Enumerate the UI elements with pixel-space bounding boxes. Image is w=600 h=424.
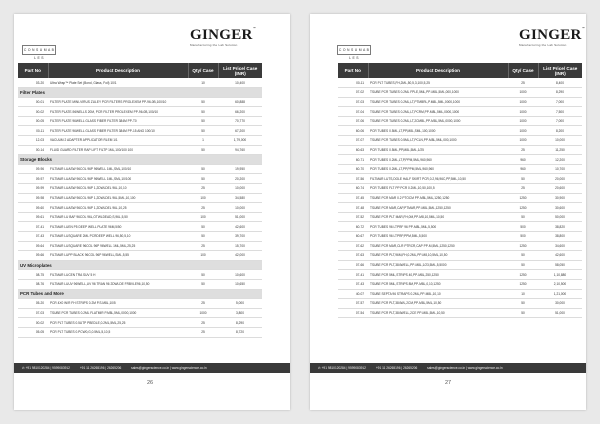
- qty-cell: 25: [188, 241, 218, 251]
- table-row: [338, 289, 582, 299]
- part-no-cell: 09-64: [18, 241, 48, 251]
- part-no-cell: 07-03: [338, 97, 368, 107]
- table-row: [338, 251, 582, 261]
- qty-cell: 1000: [508, 97, 538, 107]
- category-row: [18, 155, 262, 165]
- price-cell: 1,21,000: [538, 289, 582, 299]
- brand-logo: [190, 26, 256, 47]
- qty-cell: 50: [188, 97, 218, 107]
- price-cell: 2,10,500: [538, 279, 582, 289]
- table-row: [18, 78, 262, 88]
- page-number: 27: [445, 380, 452, 386]
- price-cell: 60,888: [218, 97, 262, 107]
- description-cell: PCR TUBES 0.2ML,LT,PP,PPM,5ML,960,960: [368, 164, 508, 174]
- qty-cell: 50: [508, 212, 538, 222]
- part-no-cell: 07-43: [18, 232, 48, 242]
- table-row: [18, 107, 262, 117]
- part-no-cell: 07-54: [338, 308, 368, 318]
- footer-phone: +91 9810120284 | 9599083912: [25, 366, 70, 370]
- part-no-cell: 07-66: [338, 260, 368, 270]
- qty-cell: 10: [508, 289, 538, 299]
- qty-cell: 500: [508, 222, 538, 232]
- footer-email: sales@gingerscience.co.in | www.gingerscience.co.in: [427, 366, 503, 370]
- description-cell: FILTMAR LUEN P5 DEEP WELL PLATE 96M,5/50: [48, 222, 188, 232]
- category-row: [18, 260, 262, 270]
- part-no-cell: 07-43: [338, 279, 368, 289]
- part-no-cell: 00-11: [338, 78, 368, 88]
- part-no-cell: 07-56: [338, 174, 368, 184]
- description-cell: TSUBE PCR 5ML,STRIPS 8M,PP-M8L,0,10,1250: [368, 279, 508, 289]
- qty-cell: 1000: [508, 88, 538, 98]
- qty-cell: 1250: [508, 241, 538, 251]
- description-cell: FILTMAR LUPP BLACK 96COL 96P 96WELL,SML,5,55: [48, 251, 188, 261]
- table-row: [338, 241, 582, 251]
- brand-tagline: Manufacturing the Lab Solution: [190, 43, 238, 47]
- qty-cell: 25: [508, 78, 538, 88]
- footer-phone: +91 9810120284 | 9599083912: [321, 366, 366, 370]
- price-cell: 10,700: [538, 164, 582, 174]
- part-no-cell: 07-06: [338, 116, 368, 126]
- qty-cell: 1250: [508, 193, 538, 203]
- part-no-cell: 07-41: [18, 222, 48, 232]
- qty-cell: 1250: [508, 270, 538, 280]
- part-no-cell: 09-96: [18, 164, 48, 174]
- description-cell: PCR TUBES 96 LTPRF 96 PP-M8L,5ML,5,500: [368, 222, 508, 232]
- table-row: [18, 136, 262, 146]
- description-cell: FILTMAR LUTS,DOLE HALF SKIRT PCR,0.2,96,96C,PP,5ML,10,50: [368, 174, 508, 184]
- price-cell: 11,250: [538, 145, 582, 155]
- part-no-cell: 07-63: [338, 251, 368, 261]
- description-cell: TSUBE PCR PLT,384WELL,2CE PP-M8L,5ML,10,50: [368, 308, 508, 318]
- part-no-cell: 09-60: [18, 203, 48, 213]
- part-no-cell: 60-67: [338, 232, 368, 242]
- header-price: List Price/ Case (INR): [218, 63, 262, 78]
- qty-cell: 50: [188, 164, 218, 174]
- price-cell: 20,600: [538, 184, 582, 194]
- brand-name: GINGER: [190, 27, 253, 43]
- qty-cell: 50: [508, 260, 538, 270]
- description-cell: TSUBE PCR TUBES 0.5ML,LT,PCLN,PP-M8L,5ML,000,1000: [368, 136, 508, 146]
- table-row: [338, 126, 582, 136]
- description-cell: FILTER PLATE MINI-VIRUS ZULEY PCR FILTERS PROLEXEM PP-96-0B,100/10: [48, 97, 188, 107]
- qty-cell: 50: [188, 270, 218, 280]
- part-no-cell: 07-52: [338, 212, 368, 222]
- description-cell: TSUBE PCR TUBES 0.2ML FLATMIR P.M8L,5ML,0000,1000: [48, 308, 188, 318]
- qty-cell: 50: [188, 126, 218, 136]
- price-cell: 58,050: [538, 260, 582, 270]
- price-cell: 20,200: [218, 174, 262, 184]
- description-cell: TSUBE PCR PLT,384WL,2CM,PP-M8L,5ML,10,50: [368, 299, 508, 309]
- table-row: [18, 174, 262, 184]
- qty-cell: 50: [508, 299, 538, 309]
- qty-cell: 50: [188, 116, 218, 126]
- description-cell: FILTMAR LU BAF 96COL 96L,OTWLDEAD,S,96L,5,50: [48, 212, 188, 222]
- part-no-cell: 07-03: [18, 308, 48, 318]
- description-cell: FILTMAR LUSQUARE 2ML PCRDEEP WELL 96,50,5,10: [48, 232, 188, 242]
- brand-tagline: Manufacturing the Lab Solution: [519, 43, 567, 47]
- product-table-body: [18, 78, 262, 337]
- part-no-cell: 07-41: [338, 270, 368, 280]
- qty-cell: 1250: [508, 203, 538, 213]
- table-row: [338, 279, 582, 289]
- qty-cell: 25: [188, 318, 218, 328]
- part-no-cell: 40-07: [338, 289, 368, 299]
- description-cell: FILTMAR LUSQUARE 96COL 96P 96WELL 1ML,5ML,25,25: [48, 241, 188, 251]
- table-row: [338, 97, 582, 107]
- table-row: [18, 222, 262, 232]
- part-no-cell: 60-06: [338, 126, 368, 136]
- table-row: [338, 116, 582, 126]
- price-cell: 38,800: [538, 232, 582, 242]
- table-row: [338, 203, 582, 213]
- price-cell: 30,600: [538, 203, 582, 213]
- part-no-cell: 07-57: [338, 299, 368, 309]
- table-row: [18, 232, 262, 242]
- header-price: List Price/ Case (INR): [538, 63, 582, 78]
- qty-cell: 25: [188, 299, 218, 309]
- price-cell: 10,600: [218, 270, 262, 280]
- qty-cell: 1000: [508, 136, 538, 146]
- description-cell: PCR PLT TUBES 0.5UTP PBEDLE,0.2ML,5ML,25,25: [48, 318, 188, 328]
- page-header: [310, 14, 586, 66]
- description-cell: Ultra Wrap™ Plate Set (Bond, Glass, Foil) 10/1: [48, 78, 188, 88]
- footer-email: sales@gingerscience.co.in | www.gingerscience.co.in: [131, 366, 207, 370]
- category-label: UV Microplates: [18, 260, 262, 270]
- table-row: [18, 193, 262, 203]
- price-cell: 10,650: [218, 279, 262, 289]
- qty-cell: 1000: [508, 107, 538, 117]
- description-cell: FILTMAR LUUV 96WELL,UV 96 TRAN 96 2DWLDE FRBVLE96,10,50: [48, 279, 188, 289]
- price-cell: 30,900: [538, 193, 582, 203]
- price-cell: 12,200: [538, 155, 582, 165]
- price-cell: 10,000: [218, 203, 262, 213]
- price-cell: 5,000: [218, 299, 262, 309]
- price-cell: 7,500: [538, 107, 582, 117]
- table-row: [338, 222, 582, 232]
- qty-cell: 1250: [508, 279, 538, 289]
- table-row: [338, 193, 582, 203]
- qty-cell: 10: [188, 78, 218, 88]
- qty-cell: 25: [188, 327, 218, 337]
- description-cell: FILTER PLATE 96WELL GLASS FIBER FILTER 384M PP-T0: [48, 116, 188, 126]
- section-tag: C O N S U M A B L E S: [337, 45, 371, 55]
- qty-cell: 1000: [508, 116, 538, 126]
- description-cell: TSUBE PCR PLT,384WELL,PP-M8L,1/23,5ML,5,5000: [368, 260, 508, 270]
- qty-cell: 50: [188, 174, 218, 184]
- part-no-cell: 00-02: [18, 318, 48, 328]
- price-cell: 7,000: [538, 97, 582, 107]
- part-no-cell: 07-04: [338, 107, 368, 117]
- qty-cell: 50: [188, 107, 218, 117]
- description-cell: TSUBE PCR TUBES 0.2ML,LT,2CMBL,PP-M8L,5ML,0000,1000: [368, 116, 508, 126]
- table-row: [338, 299, 582, 309]
- description-cell: PCR 4X0 W/R FH STRIPS 0.2M P.S.M8L,10/5: [48, 299, 188, 309]
- table-row: [338, 308, 582, 318]
- table-row: [338, 155, 582, 165]
- description-cell: TSUBE PCR MAR 0.2 PTOCM PP-M8L,5ML,1250,1250: [368, 193, 508, 203]
- price-cell: 8,200: [538, 126, 582, 136]
- price-cell: 20,000: [538, 174, 582, 184]
- part-no-cell: 00-05: [18, 116, 48, 126]
- table-row: [18, 241, 262, 251]
- part-no-cell: 12-03: [18, 136, 48, 146]
- part-no-cell: 09-97: [18, 174, 48, 184]
- description-cell: TSUBE PCR MAR,CLR PTRCR,CAP PP-M,5ML,1250,1250: [368, 241, 508, 251]
- qty-cell: 1000: [508, 126, 538, 136]
- price-cell: 8,290: [218, 318, 262, 328]
- part-no-cell: 60-72: [338, 222, 368, 232]
- table-row: [18, 327, 262, 337]
- part-no-cell: 05-05: [18, 327, 48, 337]
- catalog-page-right: [310, 14, 586, 410]
- part-no-cell: 07-48: [338, 203, 368, 213]
- price-cell: 39,700: [218, 232, 262, 242]
- part-no-cell: 00-02: [18, 107, 48, 117]
- description-cell: VACUUM 2 ADAPTER APPLICATOR RLEM 1/1: [48, 136, 188, 146]
- qty-cell: 50: [508, 251, 538, 261]
- description-cell: PCR TUBES 0.5ML,LT,PP,M8L,SML,100,1000: [368, 126, 508, 136]
- part-no-cell: 05-20: [18, 299, 48, 309]
- description-cell: PCR PLT TUBES,FH,2ML,50,5,3,100,5,25: [368, 78, 508, 88]
- table-row: [338, 270, 582, 280]
- part-no-cell: 00-14: [18, 145, 48, 155]
- table-row: [18, 164, 262, 174]
- header-part-no: Part No: [18, 63, 48, 78]
- qty-cell: 50: [188, 232, 218, 242]
- price-cell: 34,600: [538, 241, 582, 251]
- description-cell: TSUBE PCR PLT,96M,FH,0.2ML,PP-M8,10,5ML,10,50: [368, 251, 508, 261]
- description-cell: FILTMAR LUASW 96COL 96P 96WELL 1ML,SML,100/10: [48, 164, 188, 174]
- price-cell: 51,000: [538, 308, 582, 318]
- qty-cell: 50: [508, 174, 538, 184]
- price-cell: 3,800: [218, 308, 262, 318]
- description-cell: TSUBE PCR TUBES 0.2ML,LT,PCRM,PP-M8L,5ML,0000,1000: [368, 107, 508, 117]
- table-row: [18, 318, 262, 328]
- description-cell: FILTMAR LUCEN TRA SUV 5 H: [48, 270, 188, 280]
- table-row: [18, 270, 262, 280]
- price-cell: 66,200: [218, 107, 262, 117]
- qty-cell: 25: [188, 184, 218, 194]
- page-footer: [14, 363, 290, 373]
- table-row: [338, 78, 582, 88]
- table-row: [18, 308, 262, 318]
- price-cell: 67,200: [218, 126, 262, 136]
- description-cell: TSUBE PCR 5ML,STRIPS 40,PP-M8L,250,1250: [368, 270, 508, 280]
- price-cell: 15,700: [218, 241, 262, 251]
- part-no-cell: 07-02: [338, 88, 368, 98]
- part-no-cell: 07-07: [338, 136, 368, 146]
- part-no-cell: 09-66: [18, 251, 48, 261]
- description-cell: PCR TUBES 96 LTPRP,PPM,5ML,5,500: [368, 232, 508, 242]
- trademark-icon: ™: [252, 26, 256, 30]
- qty-cell: 50: [188, 222, 218, 232]
- part-no-cell: 60-71: [338, 155, 368, 165]
- part-no-cell: 09-98: [18, 193, 48, 203]
- description-cell: FILTMAR LUASW 96COL 96P 1,2DWLDEL 96L,5ML,10,100: [48, 193, 188, 203]
- description-cell: PCR TUBES 0.5ML,PP,M8L,5ML,1/25: [368, 145, 508, 155]
- table-row: [18, 279, 262, 289]
- description-cell: FLUID GUARD FILTER RAP LIFT FILTP 1ML,100/100 100: [48, 145, 188, 155]
- description-cell: PCR PLT TUBES 0.PCW0,G,0.5ML,5,10,5: [48, 327, 188, 337]
- table-row: [338, 145, 582, 155]
- header-qty: Qty/ Case: [188, 63, 218, 78]
- qty-cell: 25: [508, 145, 538, 155]
- header-part-no: Part No: [338, 63, 368, 78]
- price-cell: 8,400: [538, 78, 582, 88]
- description-cell: TSUBE PCR TUBES 0.2ML,LT,PTMBRL,P.M8L,5ML,0000,1000: [368, 97, 508, 107]
- table-row: [338, 88, 582, 98]
- qty-cell: 1000: [188, 308, 218, 318]
- table-row: [338, 260, 582, 270]
- qty-cell: 50: [188, 145, 218, 155]
- description-cell: PCR TUBES 0.2ML,LT,P,PPM,5ML,960,960: [368, 155, 508, 165]
- part-no-cell: 60-70: [338, 164, 368, 174]
- price-cell: 34,580: [218, 193, 262, 203]
- table-row: [18, 212, 262, 222]
- product-table: [338, 63, 582, 318]
- qty-cell: 100: [188, 193, 218, 203]
- brand-logo: [519, 26, 585, 47]
- part-no-cell: 08-76: [18, 279, 48, 289]
- table-row: [18, 251, 262, 261]
- description-cell: TSUBE PCR TUBES 0.2ML FPLE,5ML,PP-M8L,5ML,000,1000: [368, 88, 508, 98]
- price-cell: 10,400: [218, 78, 262, 88]
- description-cell: FILTMAR LUASW 96COL 96P 96WELL 1ML,SML,10/100: [48, 174, 188, 184]
- description-cell: TSUBE PCR MAR,CAP,PTMAR,PP-M8L,5ML,1250,1250: [368, 203, 508, 213]
- phone-icon: ✆: [318, 366, 321, 370]
- description-cell: PCR TUBES FLT PP PCR 0.2ML,10,50,100,5: [368, 184, 508, 194]
- qty-cell: 50: [188, 279, 218, 289]
- price-cell: 42,600: [538, 251, 582, 261]
- price-cell: 51,000: [218, 212, 262, 222]
- price-cell: 1,10,880: [538, 270, 582, 280]
- price-cell: 7,000: [538, 116, 582, 126]
- table-row: [18, 203, 262, 213]
- price-cell: 70,770: [218, 116, 262, 126]
- footer-phone-2: +91 11 26265196 | 26265206: [375, 366, 418, 370]
- table-row: [338, 164, 582, 174]
- category-label: Filter Plates: [18, 88, 262, 98]
- price-cell: 94,760: [218, 145, 262, 155]
- part-no-cell: 09-99: [18, 184, 48, 194]
- part-no-cell: 07-45: [338, 193, 368, 203]
- part-no-cell: 07-62: [338, 241, 368, 251]
- table-row: [18, 145, 262, 155]
- page-footer: [310, 363, 586, 373]
- section-tag: C O N S U M A B L E S: [22, 45, 56, 55]
- table-row: [338, 174, 582, 184]
- price-cell: 38,820: [538, 222, 582, 232]
- description-cell: FILTER PLATE-96WELLS 20M, PCR FILTER PROLEXEM PP-96-0B,100/10: [48, 107, 188, 117]
- table-row: [338, 232, 582, 242]
- price-cell: 10,000: [218, 184, 262, 194]
- qty-cell: 25: [188, 203, 218, 213]
- price-cell: 8,720: [218, 327, 262, 337]
- description-cell: FILTER PLATE 96WELL GLASS FIBER FILTER 384M PP-15 ANG 100/10: [48, 126, 188, 136]
- part-no-cell: 00-11: [18, 126, 48, 136]
- footer-phone-2: +91 11 26265196 | 26265206: [79, 366, 122, 370]
- table-row: [18, 97, 262, 107]
- phone-icon: ✆: [22, 366, 25, 370]
- price-cell: 1,79,000: [218, 136, 262, 146]
- table-row: [338, 107, 582, 117]
- table-row: [338, 212, 582, 222]
- description-cell: TSUBE SEPTA 96 STRAPS 0.2ML,PP-M8L,10,10: [368, 289, 508, 299]
- table-row: [338, 184, 582, 194]
- part-no-cell: 08-75: [18, 270, 48, 280]
- qty-cell: 25: [508, 184, 538, 194]
- part-no-cell: 00-01: [18, 97, 48, 107]
- price-cell: 8,290: [538, 88, 582, 98]
- table-row: [338, 136, 582, 146]
- category-label: PCR Tubes and More: [18, 289, 262, 299]
- trademark-icon: ™: [581, 26, 585, 30]
- qty-cell: 100: [188, 251, 218, 261]
- price-cell: 50,000: [538, 212, 582, 222]
- brand-name: GINGER: [519, 27, 582, 43]
- table-row: [18, 116, 262, 126]
- category-row: [18, 289, 262, 299]
- part-no-cell: 60-74: [338, 184, 368, 194]
- qty-cell: 960: [508, 155, 538, 165]
- qty-cell: 50: [508, 308, 538, 318]
- description-cell: FILTMAR LUASW 96COL 96P 1,2DWLDEL 96L,10,25: [48, 203, 188, 213]
- qty-cell: 1: [188, 136, 218, 146]
- description-cell: TSUBE PCR PLT MAR,FH,0M,PP-M8,10,5ML,10,50: [368, 212, 508, 222]
- page-number: 26: [147, 380, 154, 386]
- product-table-body: [338, 78, 582, 318]
- catalog-page-left: [14, 14, 290, 410]
- category-label: Storage Blocks: [18, 155, 262, 165]
- table-row: [18, 299, 262, 309]
- qty-cell: 100: [188, 212, 218, 222]
- page-header: [14, 14, 290, 66]
- price-cell: 42,600: [218, 222, 262, 232]
- product-table: [18, 63, 262, 338]
- part-no-cell: 60-63: [338, 145, 368, 155]
- header-qty: Qty/ Case: [508, 63, 538, 78]
- header-description: Product Description: [48, 63, 188, 78]
- table-row: [18, 184, 262, 194]
- category-row: [18, 88, 262, 98]
- part-no-cell: 09-61: [18, 212, 48, 222]
- price-cell: 42,000: [218, 251, 262, 261]
- qty-cell: 960: [508, 164, 538, 174]
- table-row: [18, 126, 262, 136]
- description-cell: FILTMAR LUASW 96COL 96P 1,2DWLDEL 96L,10,10: [48, 184, 188, 194]
- part-no-cell: 03-20: [18, 78, 48, 88]
- price-cell: 19,950: [218, 164, 262, 174]
- price-cell: 10,000: [538, 136, 582, 146]
- price-cell: 30,000: [538, 299, 582, 309]
- qty-cell: 500: [508, 232, 538, 242]
- header-description: Product Description: [368, 63, 508, 78]
